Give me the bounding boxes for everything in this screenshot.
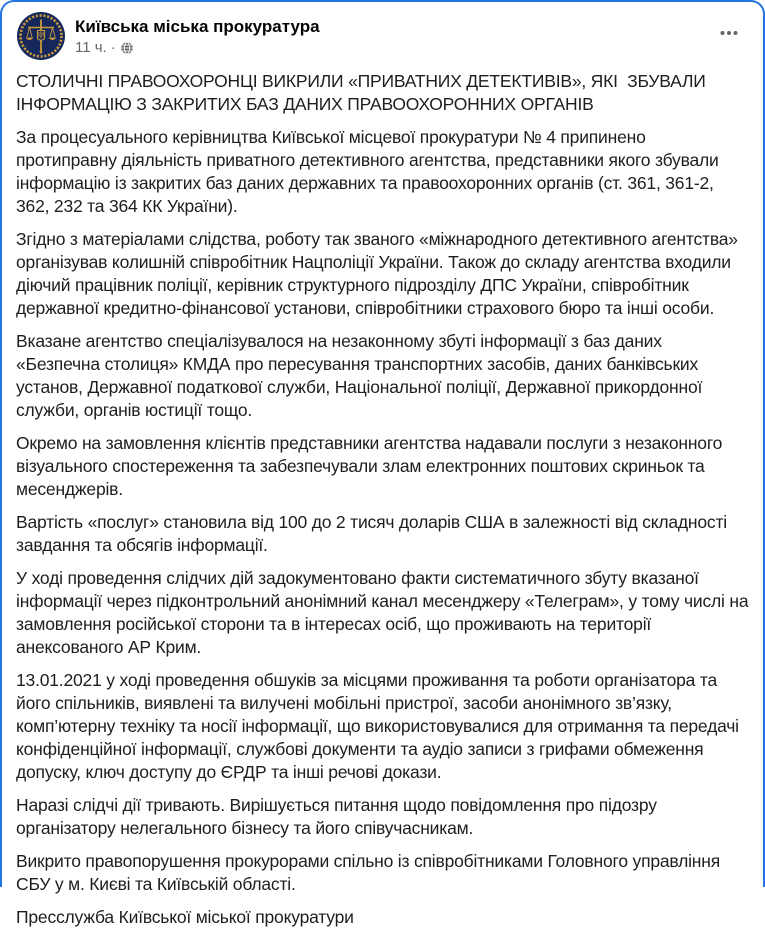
page-avatar[interactable] [17,12,65,60]
globe-icon [120,41,134,55]
post-meta [75,39,711,57]
post-paragraph: У ході проведення слідчих дій задокументовано факти систематичного збуту вказаної інформації через підконтрольний анонімний канал месенджеру «Телеграм», у тому числі на замовлення російської сторони та в інтересах осіб, що проживають на території анексованого АР Крим. [16,568,754,657]
post-body [2,68,763,929]
post-paragraph: Наразі слідчі дії тривають. Вирішується питання щодо повідомлення про підозру організатору нелегального бізнесу та його співучасникам. [16,795,662,838]
ellipsis-icon [719,23,739,43]
post-paragraph: Згідно з матеріалами слідства, роботу так званого «міжнародного детективного агентства» організував колишній співробітник Нацполіції України. Також до складу агентства входили діючий працівник поліції, керівник структурного підрозділу ДПС України, співробітник державної кредитно-фінансової установи, співробітники страхового бюро та інші особи. [16,229,743,318]
post-paragraph: 13.01.2021 у ході проведення обшуків за місцями проживання та роботи організатора та його спільників, виявлені та вилучені мобільні пристрої, засоби анонімного зв’язку, комп’ютерну техніку та носії інформації, що використовувалися для отримання та передачі конфіденційної інформації, службові документи та аудіо записи з грифами обмеження допуску, ключ доступу до ЄРДР та інші речові докази. [16,670,744,782]
timestamp-link[interactable]: 11 ч. [75,38,107,56]
post-paragraph: За процесуального керівництва Київської місцевої прокуратури № 4 припинено протиправну діяльність приватного детективного агентства, представники якого збували інформацію із закритих баз даних державних та правоохоронних органів (ст. 361, 361-2, 362, 232 та 364 КК України). [16,127,724,216]
post-menu-button[interactable] [711,15,747,51]
header-text [75,16,711,57]
post-paragraph: Пресслужба Київської міської прокуратури [16,907,354,927]
post-header [2,2,763,68]
page-name-link[interactable]: Київська міська прокуратура [75,16,320,36]
meta-separator: · [110,38,116,56]
post-paragraph: Вказане агентство спеціалізувалося на незаконному збуті інформації з баз даних «Безпечна столиця» КМДА про пересування транспортних засобів, даних банківських установ, Державної податкової служби, Національної поліції, Державної прикордонної служби, органів юстиції тощо. [16,331,707,420]
post-headline: СТОЛИЧНІ ПРАВООХОРОНЦІ ВИКРИЛИ «ПРИВАТНИХ ДЕТЕКТИВІВ», ЯКІ ЗБУВАЛИ ІНФОРМАЦІЮ З ЗАКРИТИХ БАЗ ДАНИХ ПРАВООХОРОННИХ ОРГАНІВ [16,71,711,114]
post-paragraph: Викрито правопорушення прокурорами спільно із співробітниками Головного управління СБУ у м. Києві та Київській області. [16,851,725,894]
post-paragraph: Вартість «послуг» становила від 100 до 2 тисяч доларів США в залежності від складності завдання та обсягів інформації. [16,512,732,555]
post-paragraph: Окремо на замовлення клієнтів представники агентства надавали послуги з незаконного візуального спостереження та забезпечували злам електронних поштових скриньок та месенджерів. [16,433,727,499]
